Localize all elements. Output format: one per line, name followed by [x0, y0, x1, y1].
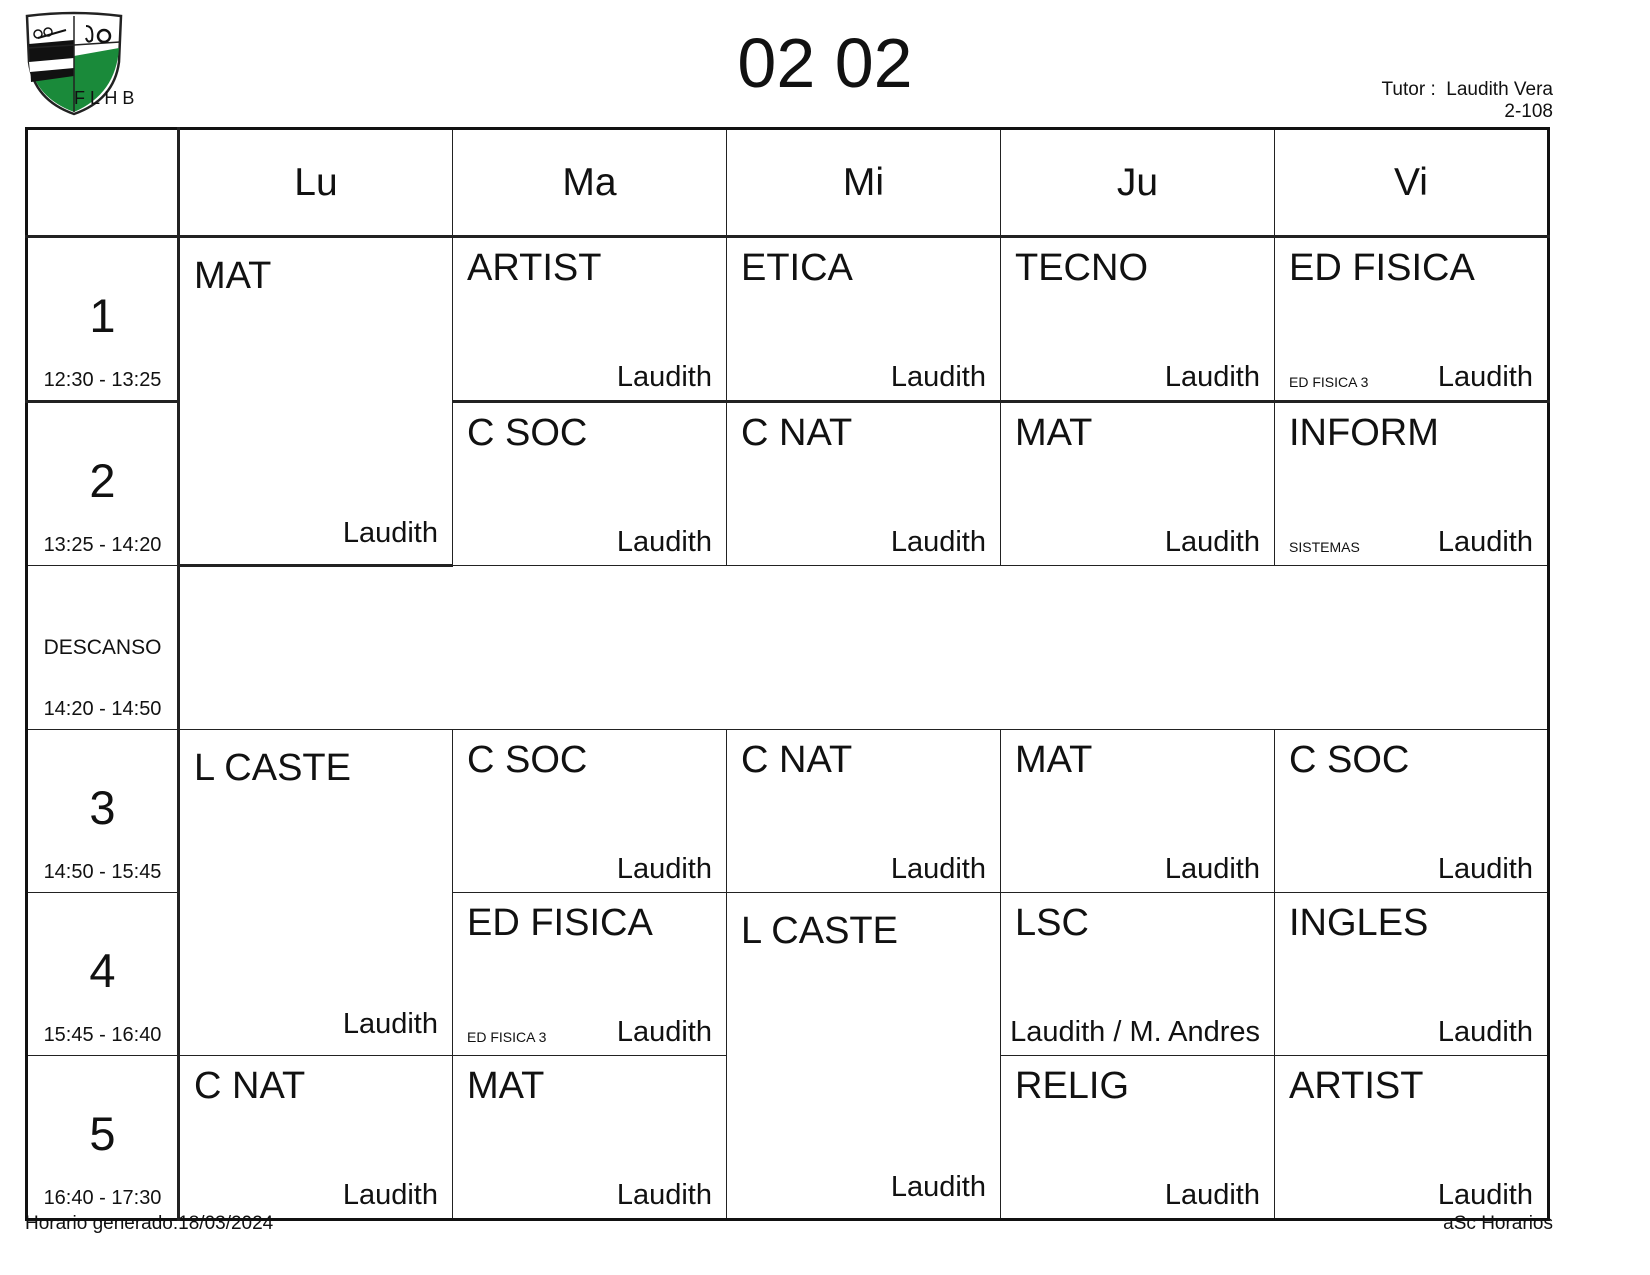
period-cell — [27, 402, 179, 566]
period-number: 5 — [89, 1107, 116, 1160]
break-row — [27, 566, 1549, 730]
break-label: DESCANSO — [43, 636, 162, 659]
lesson-teacher: Laudith — [1437, 361, 1533, 393]
break-time: 14:20 - 14:50 — [43, 698, 162, 720]
lesson-teacher: Laudith — [342, 517, 438, 549]
period-number: 2 — [89, 454, 116, 507]
lesson-cell — [1001, 402, 1275, 566]
day-header — [1001, 129, 1275, 237]
lesson-cell — [1275, 402, 1549, 566]
lesson-subject: MAT — [1015, 412, 1093, 454]
lesson-subject: INGLES — [1289, 902, 1429, 944]
period-cell — [27, 893, 179, 1056]
days-header-row — [27, 129, 1549, 237]
period-number: 1 — [89, 289, 116, 342]
page-title: 02 02 — [737, 24, 913, 102]
lesson-subject: TECNO — [1015, 247, 1148, 289]
period-cell — [27, 1056, 179, 1220]
tutor-name: Laudith Vera — [1446, 79, 1553, 100]
day-header — [1275, 129, 1549, 237]
corner-cell — [27, 129, 179, 237]
lesson-subject: ETICA — [741, 247, 853, 289]
lesson-cell — [1275, 1056, 1549, 1220]
lesson-cell — [179, 1056, 453, 1220]
lesson-teacher: Laudith — [890, 526, 986, 558]
lesson-cell — [1275, 237, 1549, 402]
lesson-subject: ED FISICA — [467, 902, 653, 944]
lesson-teacher: Laudith — [616, 526, 712, 558]
day-label: Lu — [294, 160, 338, 204]
period-number: 4 — [89, 944, 116, 997]
lesson-teacher: Laudith — [1164, 1179, 1260, 1211]
lesson-teacher: Laudith — [1164, 361, 1260, 393]
lesson-cell — [727, 893, 1001, 1220]
lesson-subject: C NAT — [194, 1065, 306, 1107]
day-label: Ju — [1116, 160, 1159, 204]
period-time: 12:30 - 13:25 — [43, 369, 162, 391]
lesson-teacher: Laudith / M. Andres — [1010, 1016, 1260, 1048]
timetable — [25, 127, 1550, 1221]
lesson-teacher: Laudith — [616, 853, 712, 885]
break-cell — [27, 566, 179, 730]
lesson-cell — [727, 237, 1001, 402]
lesson-teacher: Laudith — [890, 361, 986, 393]
lesson-subject: L CASTE — [194, 747, 351, 789]
period-time: 14:50 - 15:45 — [43, 861, 162, 883]
lesson-cell — [1001, 893, 1275, 1056]
period-row — [27, 237, 1549, 402]
lesson-subject: MAT — [1015, 739, 1093, 781]
lesson-teacher: Laudith — [616, 1016, 712, 1048]
lesson-subject: C NAT — [741, 412, 853, 454]
period-row — [27, 730, 1549, 893]
lesson-cell — [727, 730, 1001, 893]
generated-date: Horario generado:18/03/2024 — [25, 1213, 274, 1234]
lesson-cell — [453, 402, 727, 566]
lesson-subject: C SOC — [467, 412, 588, 454]
lesson-subject: L CASTE — [741, 910, 898, 952]
lesson-subject: LSC — [1015, 902, 1089, 944]
lesson-cell — [1275, 730, 1549, 893]
lesson-subject: C NAT — [741, 739, 853, 781]
day-header — [727, 129, 1001, 237]
lesson-subject: ED FISICA — [1289, 247, 1475, 289]
lesson-teacher: Laudith — [616, 361, 712, 393]
period-time: 16:40 - 17:30 — [43, 1187, 162, 1209]
lesson-cell — [727, 402, 1001, 566]
lesson-subject: INFORM — [1289, 412, 1439, 454]
lesson-room: ED FISICA 3 — [467, 1029, 547, 1045]
lesson-teacher: Laudith — [342, 1008, 438, 1040]
day-label: Mi — [842, 160, 885, 204]
tutor-room: 2-108 — [1504, 101, 1553, 122]
lesson-cell — [1001, 1056, 1275, 1220]
lesson-teacher: Laudith — [1164, 526, 1260, 558]
day-label: Ma — [562, 160, 617, 204]
lesson-subject: ARTIST — [1289, 1065, 1424, 1107]
lesson-teacher: Laudith — [1437, 853, 1533, 885]
lesson-teacher: Laudith — [1164, 853, 1260, 885]
day-label: Vi — [1394, 160, 1428, 204]
lesson-subject: RELIG — [1015, 1065, 1130, 1107]
lesson-teacher: Laudith — [890, 1171, 986, 1203]
lesson-teacher: Laudith — [1437, 526, 1533, 558]
lesson-subject: ARTIST — [467, 247, 602, 289]
lesson-cell — [453, 237, 727, 402]
lesson-cell — [1001, 730, 1275, 893]
lesson-subject: MAT — [467, 1065, 545, 1107]
break-empty-cell — [179, 566, 1549, 730]
crest-text: F L H B — [74, 88, 135, 108]
lesson-cell — [1275, 893, 1549, 1056]
lesson-teacher: Laudith — [1437, 1016, 1533, 1048]
period-time: 15:45 - 16:40 — [43, 1024, 162, 1046]
lesson-cell — [1001, 237, 1275, 402]
lesson-subject: C SOC — [1289, 739, 1410, 781]
tutor-info — [1382, 79, 1553, 123]
period-cell — [27, 237, 179, 402]
lesson-subject: C SOC — [467, 739, 588, 781]
period-cell — [27, 730, 179, 893]
lesson-room: SISTEMAS — [1289, 539, 1360, 555]
lesson-cell — [179, 730, 453, 1056]
lesson-cell — [179, 237, 453, 566]
lesson-cell — [453, 1056, 727, 1220]
lesson-teacher: Laudith — [342, 1179, 438, 1211]
lesson-teacher: Laudith — [616, 1179, 712, 1211]
lesson-cell — [453, 893, 727, 1056]
period-time: 13:25 - 14:20 — [43, 534, 162, 556]
brand-label: aSc Horarios — [1443, 1213, 1553, 1234]
day-header — [179, 129, 453, 237]
period-number: 3 — [89, 781, 116, 834]
tutor-label: Tutor : — [1381, 79, 1436, 100]
day-header — [453, 129, 727, 237]
lesson-cell — [453, 730, 727, 893]
lesson-teacher: Laudith — [1437, 1179, 1533, 1211]
lesson-room: ED FISICA 3 — [1289, 374, 1369, 390]
lesson-subject: MAT — [194, 255, 272, 297]
lesson-teacher: Laudith — [890, 853, 986, 885]
